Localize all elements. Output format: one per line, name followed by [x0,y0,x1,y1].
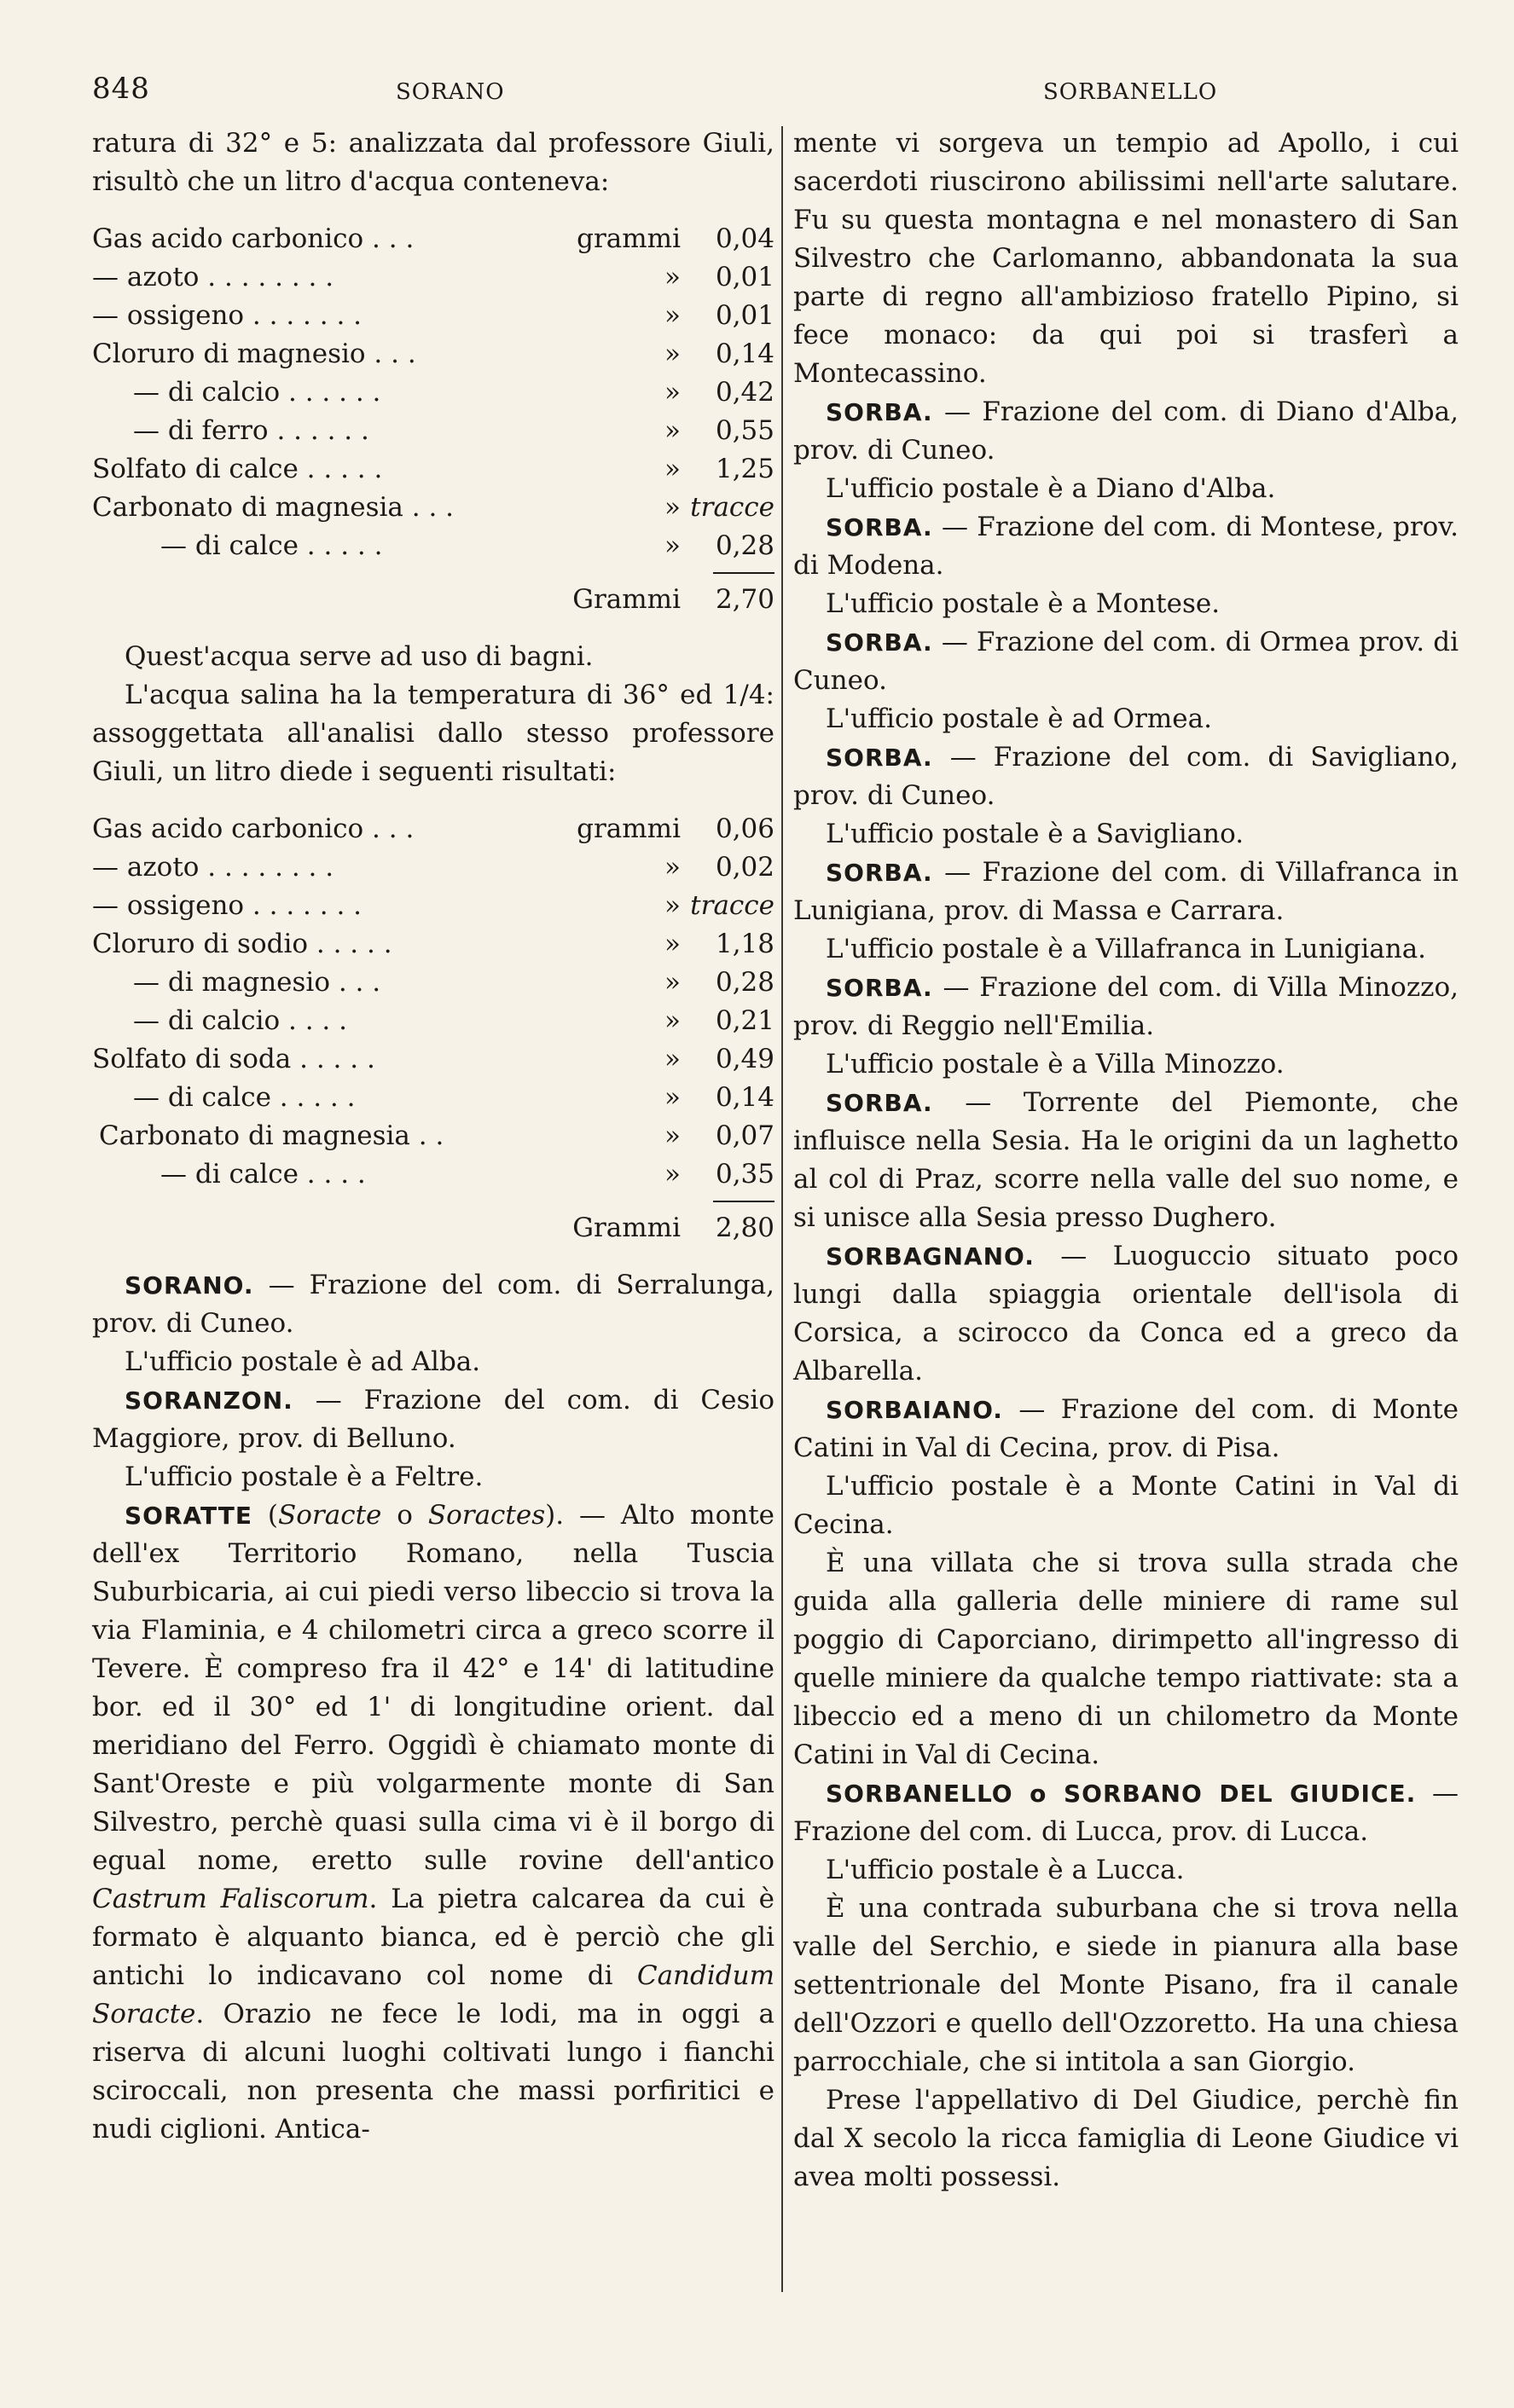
unit: » [664,852,681,883]
entry-heading: SORBA. [826,744,933,772]
latin-name: Soracte [278,1500,382,1531]
entry-soranzon [92,1381,774,1458]
unit: » [664,415,681,446]
entry-heading: SORBA. [826,628,933,657]
table-row [92,297,774,335]
total-label: Grammi [572,1213,681,1243]
entry-heading: SORBA. [826,974,933,1002]
entry-text: — Frazione del com. di Savigliano, prov. di Cuneo. [793,742,1459,811]
compound-name: Gas acido carbonico . . . [92,223,415,254]
unit: » [664,377,681,408]
entry-post: L'ufficio postale è ad Alba. [125,1346,481,1377]
salina-paragraph: L'acqua salina ha la temperatura di 36° ed 1/4: assoggettata all'analisi dallo stesso professore Giuli, un litro diede i seguenti risultati: [92,680,774,787]
value: 0,14 [715,339,774,369]
table-row [92,1040,774,1079]
compound-name: — di calcio . . . . [133,1005,347,1036]
entry-text: — Frazione del com. di Montese, prov. di Modena. [793,512,1459,581]
table-row [92,848,774,887]
unit: » [664,530,681,561]
table-row [92,412,774,450]
compound-name: — ossigeno . . . . . . . [92,890,363,921]
entry-heading: SORBA. [826,398,933,426]
value: 1,25 [715,454,774,484]
compound-name: — ossigeno . . . . . . . [92,300,363,331]
entry-text: — Frazione del com. di Villa Minozzo, prov. di Reggio nell'Emilia. [793,972,1459,1041]
intro-paragraph: ratura di 32° e 5: analizzata dal professore Giuli, risultò che un litro d'acqua conteneva: [92,128,774,197]
analysis-table-1 [92,220,774,619]
entry-post: L'ufficio postale è a Feltre. [125,1462,484,1492]
unit: grammi [577,223,681,254]
table-row [92,1079,774,1117]
table-row [92,810,774,848]
value: 0,42 [715,377,774,408]
entry-description: È una villata che si trova sulla strada che guida alla galleria delle miniere di rame sul poggio di Caporciano, dirimpetto all'ingresso di quelle miniere da qualche tempo riattivate: sta a libeccio ed a meno di un chilometro da Monte Catini in Val di Cecina. [793,1548,1459,1770]
entry-heading: SORANZON. [125,1386,293,1415]
compound-name: Cloruro di magnesio . . . [92,339,416,369]
compound-name: — di calcio . . . . . . [133,377,381,408]
value: 0,04 [715,223,774,254]
compound-name: — azoto . . . . . . . . [92,852,334,883]
value: 0,55 [715,415,774,446]
compound-name: Solfato di soda . . . . . [92,1044,375,1074]
value: tracce [690,890,774,921]
entry-sorba-torrente [793,1084,1459,1237]
table-row [92,335,774,373]
compound-name: Solfato di calce . . . . . [92,454,383,484]
entry-text: — Frazione del com. di Ormea prov. di Cuneo. [793,627,1459,696]
entry-post: L'ufficio postale è a Monte Catini in Val di Cecina. [793,1471,1459,1540]
entry-description: Prese l'appellativo di Del Giudice, perchè fin dal X secolo la ricca famiglia di Leone Giudice vi avea molti possessi. [793,2085,1459,2192]
value: tracce [690,492,774,523]
value: 0,28 [715,967,774,998]
continuation-paragraph: mente vi sorgeva un tempio ad Apollo, i cui sacerdoti riuscirono abilissimi nell'arte salutare. Fu su questa montagna e nel monastero di San Silvestro che Carlomanno, abbandonata la sua parte di regno all'ambizioso fratello Pipino, si fece monaco: da qui poi si trasferì a Montecassino. [793,128,1459,389]
table-row [92,489,774,527]
usage-paragraph: Quest'acqua serve ad uso di bagni. [125,641,594,672]
unit: » [664,492,681,523]
table-total [92,581,774,619]
entry-sorbaiano [793,1391,1459,1467]
table-row [92,1155,774,1194]
compound-name: — di calce . . . . . [160,530,383,561]
unit: » [664,890,681,921]
compound-name: — di magnesio . . . [133,967,381,998]
entry-heading: SORBANELLO o SORBANO DEL GIUDICE. [826,1780,1417,1808]
entry-heading: SORBAGNANO. [826,1242,1035,1271]
right-column [793,124,1459,2197]
running-head-left: SORANO [396,79,505,105]
unit: » [664,1120,681,1151]
entry-heading: SORBA. [826,1089,933,1117]
unit: » [664,300,681,331]
latin-name: Candidum Soracte [92,1960,774,2029]
value: 0,35 [715,1159,774,1190]
unit: » [664,262,681,292]
table-row [92,373,774,412]
table-row [92,220,774,258]
entry-text: — Frazione del com. di Lucca, prov. di Lucca. [793,1778,1459,1847]
entry-heading: SORBAIANO. [826,1396,1003,1424]
entry-sorbagnano [793,1237,1459,1391]
entry-soratte [92,1496,774,2149]
compound-name: Gas acido carbonico . . . [92,813,415,844]
entry-heading: SORBA. [826,859,933,887]
entry-sorano [92,1266,774,1343]
value: 0,07 [715,1120,774,1151]
entry-sorbanello [793,1774,1459,1851]
entry-post: L'ufficio postale è a Villa Minozzo. [826,1049,1285,1080]
entry-sorba [793,969,1459,1045]
compound-name: Carbonato di magnesia . . [99,1120,444,1151]
entry-sorba [793,508,1459,585]
compound-name: — di ferro . . . . . . [133,415,369,446]
value: 0,06 [715,813,774,844]
entry-text: ( [252,1500,278,1531]
value: 0,21 [715,1005,774,1036]
unit: » [664,339,681,369]
table-total [92,1209,774,1247]
entry-text: . Orazio ne fece le lodi, ma in oggi a riserva di alcuni luoghi coltivati lungo i fianchi sciroccali, non presenta che massi porfiritici e nudi ciglioni. Antica- [92,1999,774,2145]
entry-post: L'ufficio postale è a Savigliano. [826,819,1244,849]
unit: » [664,929,681,959]
value: 1,18 [715,929,774,959]
unit: grammi [577,813,681,844]
entry-heading: SORBA. [826,513,933,541]
value: 0,49 [715,1044,774,1074]
left-column [92,124,774,2149]
latin-name: Castrum Faliscorum [92,1884,369,1914]
entry-text: ). — Alto monte dell'ex Territorio Romano, nella Tuscia Suburbicaria, ai cui piedi verso libeccio si trova la via Flaminia, e 4 chilometri circa a greco scorre il Tevere. È compreso fra il 42° e 14' di latitudine bor. ed il 30° ed 1' di longitudine orient. dal meridiano del Ferro. Oggidì è chiamato monte di Sant'Oreste e più volgarmente monte di San Silvestro, perchè quasi sulla cima vi è il borgo di egual nome, eretto sulle rovine dell'antico [92,1500,775,1876]
entry-sorba [793,738,1459,815]
table-row [92,527,774,565]
entry-post: L'ufficio postale è a Montese. [826,588,1221,619]
value: 0,01 [715,262,774,292]
entry-description: È una contrada suburbana che si trova nella valle del Serchio, e siede in pianura alla base settentrionale del Monte Pisano, fra il canale dell'Ozzori e quello dell'Ozzoretto. Ha una chiesa parrocchiale, che si intitola a san Giorgio. [793,1893,1459,2077]
unit: » [664,1159,681,1190]
table-row [92,1002,774,1040]
compound-name: Carbonato di magnesia . . . [92,492,455,523]
compound-name: — azoto . . . . . . . . [92,262,334,292]
value: 0,28 [715,530,774,561]
sum-rule [713,572,774,574]
total-value: 2,70 [715,584,774,615]
page-number: 848 [92,72,150,106]
total-label: Grammi [572,584,681,615]
compound-name: — di calce . . . . . [133,1082,356,1113]
entry-post: L'ufficio postale è a Lucca. [826,1855,1185,1885]
entry-text: — Frazione del com. di Villafranca in Lunigiana, prov. di Massa e Carrara. [793,857,1459,926]
unit: » [664,454,681,484]
table-row [92,925,774,964]
table-row [92,258,774,297]
entry-text: — Torrente del Piemonte, che influisce nella Sesia. Ha le origini da un laghetto al col di Praz, scorre nella valle del suo nome, e si unisce alla Sesia presso Dughero. [793,1087,1459,1233]
running-head-right: SORBANELLO [1043,79,1218,105]
sum-rule [713,1201,774,1202]
latin-name: Soractes [427,1500,546,1531]
entry-text: o [381,1500,428,1531]
entry-text: — Frazione del com. di Serralunga, prov. di Cuneo. [92,1270,774,1339]
compound-name: — di calce . . . . [160,1159,366,1190]
table-row [92,964,774,1002]
entry-heading: SORANO. [125,1271,254,1300]
unit: » [664,1005,681,1036]
unit: » [664,967,681,998]
analysis-table-2 [92,810,774,1247]
unit: » [664,1082,681,1113]
total-value: 2,80 [715,1213,774,1243]
entry-text: — Frazione del com. di Monte Catini in Val di Cecina, prov. di Pisa. [793,1394,1459,1463]
entry-text: — Luoguccio situato poco lungi dalla spiaggia orientale dell'isola di Corsica, a scirocco da Conca ed a greco da Albarella. [793,1241,1459,1386]
entry-text: — Frazione del com. di Diano d'Alba, prov. di Cuneo. [793,397,1459,466]
unit: » [664,1044,681,1074]
table-row [92,887,774,925]
value: 0,01 [715,300,774,331]
entry-sorba [793,623,1459,700]
entry-text: . La pietra calcarea da cui è formato è alquanto bianca, ed è perciò che gli antichi lo indicavano col nome di [92,1884,775,1991]
entry-sorba [793,854,1459,930]
entry-post: L'ufficio postale è ad Ormea. [826,703,1212,734]
table-row [92,450,774,489]
entry-post: L'ufficio postale è a Villafranca in Lunigiana. [826,934,1427,964]
value: 0,02 [715,852,774,883]
entry-text: — Frazione del com. di Cesio Maggiore, prov. di Belluno. [92,1385,774,1454]
entry-heading: SORATTE [125,1502,252,1530]
value: 0,14 [715,1082,774,1113]
entry-sorba [793,393,1459,470]
table-row [92,1117,774,1155]
compound-name: Cloruro di sodio . . . . . [92,929,392,959]
column-divider [781,126,783,2292]
entry-post: L'ufficio postale è a Diano d'Alba. [826,473,1276,504]
